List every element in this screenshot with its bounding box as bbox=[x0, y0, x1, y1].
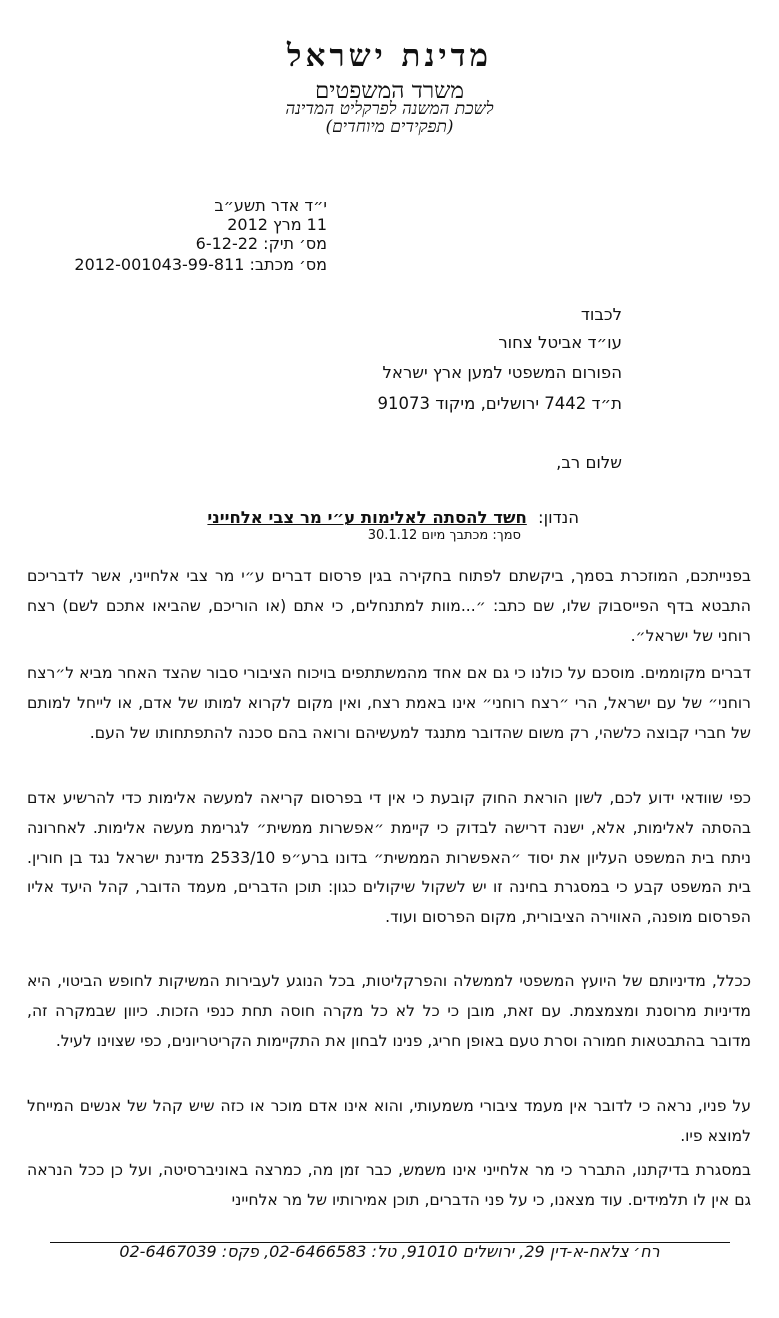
greeting: שלום רב, bbox=[556, 453, 622, 472]
body-paragraph-2: דברים מקוממים. מוסכם על כולנו כי גם אם אחד מהמשתתפים בויכוח הציבורי סבור שהצד האחר מביא ל״רצח רוחני״ של עם ישראל, הרי ״רצח רוחני״ אינו באמת רצח, ואין מקום לקרוא למותו של אדם, או לייחל למותם של חברי קבוצה כלשהי, רק משום שהדובר מתנגד למעשיהם ורואה בהם סכנה להתפתחותו של העם. bbox=[27, 664, 751, 742]
subject-line bbox=[207, 508, 579, 527]
recipient-salutation: לכבוד bbox=[580, 305, 622, 324]
recipient-address: ת״ד 7442 ירושלים, מיקוד 91073 bbox=[377, 394, 622, 413]
letterhead-office: לשכת המשנה לפרקליט המדינה bbox=[285, 99, 494, 119]
body-paragraph-4: ככלל, מדיניותם של היועץ המשפטי לממשלה והפרקליטות, בכל הנוגע לעבירות המשיקות לחופש הביטוי, היא מדיניות מרוסנת ומצמצמת. עם זאת, מובן כי כל לא כל מקרה חוסה תחת כנפי הזכות. כיוון שבמקרה זה, מדובר בהתבטאות חמורה וסרת טעם באופן חריג, פנינו לבחון את התקיימות הקריטריונים, כפי שצוינו לעיל. bbox=[27, 972, 751, 1050]
subject-reference: סמך: מכתבך מיום 30.1.12 bbox=[367, 528, 521, 543]
body-paragraph-5: על פניו, נראה כי לדובר אין מעמד ציבורי משמעותי, והוא אינו אדם מוכר או כזה שיש קהל של אנשים המייחל למוצא פיו. bbox=[27, 1097, 751, 1145]
letterhead-department: (תפקידים מיוחדים) bbox=[325, 117, 454, 137]
body-paragraph-3: כפי שוודאי ידוע לכם, לשון הוראת החוק קובעת כי אין די בפרסום קריאה למעשה אלימות כדי להרשיע אדם בהסתה לאלימות, אלא, ישנה דרישה לבדוק כי קיימת ״אפשרות ממשית״ לגרימת מעשה אלימות. לאחרונה ניתח בית המשפט העליון את יסוד ״האפשרות הממשית״ בדונו ברע״פ 2533/10 מדינת ישראל נגד בן חורין. בית המשפט קבע כי במסגרת בחינה זו יש לשקול שיקולים כגון: תוכן הדברים, מעמד הדובר, קהל היעד אליו הפרסום מופנה, האווירה הציבורית, מקום הפרסום ועוד. bbox=[27, 789, 751, 927]
letterhead-state: מדינת ישראל bbox=[287, 38, 492, 74]
subject-label: הנדון: bbox=[538, 508, 579, 527]
recipient-organization: הפורום המשפטי למען ארץ ישראל bbox=[382, 363, 622, 382]
body-paragraph-6: במסגרת בדיקתנו, התברר כי מר אלחייני אינו משמש, כבר זמן מה, כמרצה באוניברסיטה, ועל כן ככל הנראה גם אין לו תלמידים. עוד מצאנו, כי על פני הדברים, תוכן אמירותיו של מר אלחייני bbox=[27, 1161, 751, 1209]
body-paragraph-1: בפנייתכם, המוזכרת בסמך, ביקשתם לפתוח בחקירה בגין פרסום דברים ע״י מר צבי אלחייני, אשר לדבריכם התבטא בדף הפייסבוק שלו, שם כתב: ״...מוות למתנחלים, כי אתם (או הוריכם, שהביאו אתכם לשם) רצח רוחני של ישראל״. bbox=[27, 567, 751, 645]
subject-title: חשד להסתה לאלימות ע״י מר צבי אלחייני bbox=[207, 508, 527, 527]
letter-number: מס׳ מכתב: 2012-001043-99-811 bbox=[74, 255, 327, 274]
file-number: מס׳ תיק: 6-12-22 bbox=[195, 234, 327, 253]
gregorian-date: 11 מרץ 2012 bbox=[227, 215, 327, 234]
hebrew-date: י״ד אדר תשע״ב bbox=[214, 196, 327, 215]
recipient-name: עו״ד אביטל צחור bbox=[498, 333, 622, 352]
letterhead-ministry: משרד המשפטים bbox=[314, 78, 465, 104]
footer-address: רח׳ צלאח-א-דין 29, ירושלים 91010, טל: 02-6466583, פקס: 02-6467039 bbox=[119, 1242, 660, 1261]
